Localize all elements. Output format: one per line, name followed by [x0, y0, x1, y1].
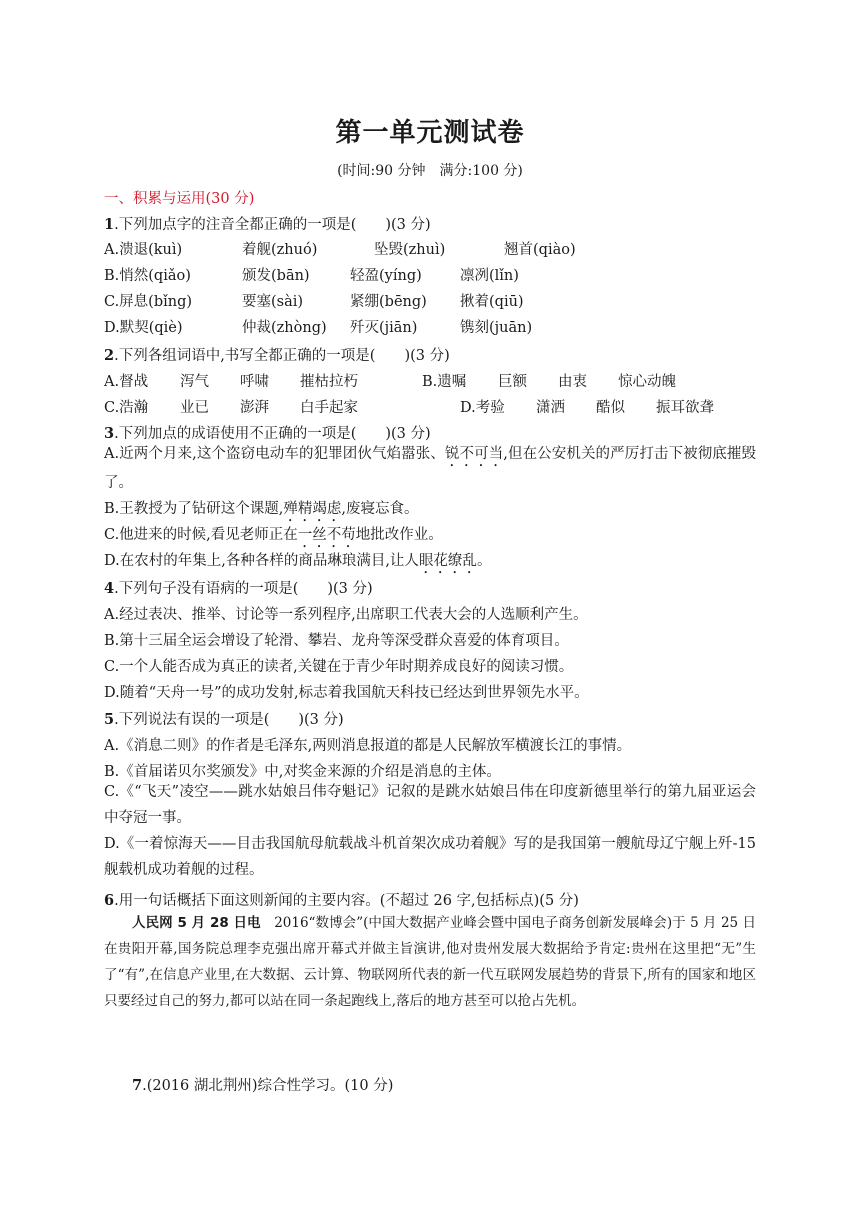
question-3-stem: 3.下列加点的成语使用不正确的一项是( )(3 分) — [104, 425, 431, 442]
question-number: 1 — [104, 216, 115, 233]
dotted-idiom: 眼花缭乱 — [418, 553, 477, 569]
exam-page: 第一单元测试卷 (时间:90 分钟 满分:100 分) 一、积累与运用(30 分) 1.下列加点字的注音全都正确的一项是( )(3 分) A.溃退(kuì) 着舰(zhuó) 坠毁(zhuì) 翘首(qiào) B.悄然(qiǎo) 颁发(bān) 轻盈(yíng) 凛冽(lǐn) C.屏息(bǐng) 要塞(sài) 紧绷(bēng) 揪着(qiū) D.默契(qiè) 仲裁(zhòng) 歼灭(jiān) 镌刻(juān) 2.下列各组词语中,书写全都正确的一项是( )(3 分) A.督战 泻气 呼啸 摧枯拉朽 B.遗嘱 巨额 由衷 惊心动魄 C.浩瀚 业已 澎湃 白手起家 D.考验 潇洒 酷似 振耳欲聋 3.下列加点的成语使用不正确的一项是( )(3 分) A.近两个月来,这个盗窃电动车的犯罪团伙气焰嚣张、锐不可当,但在公安机关的严厉打击下被彻底摧毁了。 B.王教授为了钻研这个课题,殚精竭虑,废寝忘食。 C.他进来的时候,看见老师正在一丝不苟地批改作业。 D.在农村的年集上,各种各样的商品琳琅满目,让人眼花缭乱。 4.下列句子没有语病的一项是( )(3 分) A.经过表决、推举、讨论等一系列程序,出席职工代表大会的人选顺利产生。 B.第十三届全运会增设了轮滑、攀岩、龙舟等深受群众喜爱的体育项目。 C.一个人能否成为真正的读者,关键在于青少年时期养成良好的阅读习惯。 D.随着“天舟一号”的成功发射,标志着我国航天科技已经达到世界领先水平。 5.下列说法有误的一项是( )(3 分) A.《消息二则》的作者是毛泽东,两则消息报道的都是人民解放军横渡长江的事情。 B.《首届诺贝尔奖颁发》中,对奖金来源的介绍是消息的主体。 C.《“飞天”凌空——跳水姑娘吕伟夺魁记》记叙的是跳水姑娘吕伟在印度新德里举行的第九届亚运会中夺冠一事。 D.《一着惊海天——目击我国航母航载战斗机首架次成功着舰》写的是我国第一艘航母辽宁舰上歼-15 舰载机成功着舰的过程。 6.用一句话概括下面这则新闻的主要内容。(不超过 26 字,包括标点)(5 分) 人民网 5 月 28 日电 2016“数博会”(中国大数据产业峰会暨中国电子商务创新发展峰会)于 5 月 25 日在贵阳开幕,国务院总理李克强出席开幕式并做主旨演讲,他对贵州发展大数据给予肯定:贵州在这里把“无”生了“有”,在信息产业里,在大数据、云计算、物联网所代表的新一代互联网发展趋势的背景下,所有的国家和地区只要经过自己的努力,都可以站在同一条起跑线上,落后的地方甚至可以抢占先机。 7.(2016 湖北荆州)综合性学习。(10 分) — [0, 0, 860, 1216]
question-5-option-a: A.《消息二则》的作者是毛泽东,两则消息报道的都是人民解放军横渡长江的事情。 — [104, 738, 632, 754]
question-4-option-d: D.随着“天舟一号”的成功发射,标志着我国航天科技已经达到世界领先水平。 — [104, 685, 589, 701]
question-3-option-a: A.近两个月来,这个盗窃电动车的犯罪团伙气焰嚣张、锐不可当,但在公安机关的严厉打击下被彻底摧毁了。 — [104, 446, 756, 491]
news-passage: 人民网 5 月 28 日电 2016“数博会”(中国大数据产业峰会暨中国电子商务创新发展峰会)于 5 月 25 日在贵阳开幕,国务院总理李克强出席开幕式并做主旨演讲,他对贵州发展大数据给予肯定:贵州在这里把“无”生了“有”,在信息产业里,在大数据、云计算、物联网所代表的新一代互联网发展趋势的背景下,所有的国家和地区只要经过自己的努力,都可以站在同一条起跑线上,落后的地方甚至可以抢占先机。 — [104, 915, 756, 1009]
page-title: 第一单元测试卷 — [335, 118, 525, 148]
question-3-option-d: D.在农村的年集上,各种各样的商品琳琅满目,让人眼花缭乱。 — [104, 553, 492, 569]
question-7-stem: 7.(2016 湖北荆州)综合性学习。(10 分) — [132, 1077, 394, 1094]
question-1-stem: 1.下列加点字的注音全都正确的一项是( )(3 分) — [104, 216, 431, 233]
dotted-idiom: 锐不可当 — [444, 446, 504, 462]
question-number: 5 — [104, 711, 115, 728]
question-4-option-b: B.第十三届全运会增设了轮滑、攀岩、龙舟等深受群众喜爱的体育项目。 — [104, 633, 569, 649]
exam-info: (时间:90 分钟 满分:100 分) — [337, 163, 523, 179]
question-3-option-c: C.他进来的时候,看见老师正在一丝不苟地批改作业。 — [104, 527, 443, 543]
question-6-stem: 6.用一句话概括下面这则新闻的主要内容。(不超过 26 字,包括标点)(5 分) — [104, 892, 579, 909]
question-5-stem: 5.下列说法有误的一项是( )(3 分) — [104, 711, 344, 728]
question-4-option-c: C.一个人能否成为真正的读者,关键在于青少年时期养成良好的阅读习惯。 — [104, 659, 574, 675]
question-number: 4 — [104, 580, 115, 597]
question-number: 2 — [104, 347, 115, 364]
news-dateline: 人民网 5 月 28 日电 — [132, 915, 261, 931]
question-5-option-b: B.《首届诺贝尔奖颁发》中,对奖金来源的介绍是消息的主体。 — [104, 764, 501, 780]
question-number: 7 — [132, 1077, 143, 1094]
question-5-option-c: C.《“飞天”凌空——跳水姑娘吕伟夺魁记》记叙的是跳水姑娘吕伟在印度新德里举行的第九届亚运会中夺冠一事。 — [104, 784, 756, 826]
question-2-stem: 2.下列各组词语中,书写全都正确的一项是( )(3 分) — [104, 347, 450, 364]
question-number: 6 — [104, 892, 115, 909]
dotted-idiom: 一丝不苟 — [297, 527, 356, 543]
question-number: 3 — [104, 425, 115, 442]
dotted-idiom: 殚精竭虑 — [283, 501, 342, 517]
question-4-stem: 4.下列句子没有语病的一项是( )(3 分) — [104, 580, 373, 597]
question-5-option-d: D.《一着惊海天——目击我国航母航载战斗机首架次成功着舰》写的是我国第一艘航母辽宁舰上歼-15 舰载机成功着舰的过程。 — [104, 836, 756, 878]
question-4-option-a: A.经过表决、推举、讨论等一系列程序,出席职工代表大会的人选顺利产生。 — [104, 607, 588, 623]
section-heading: 一、积累与运用(30 分) — [104, 191, 255, 207]
question-3-option-b: B.王教授为了钻研这个课题,殚精竭虑,废寝忘食。 — [104, 501, 419, 517]
